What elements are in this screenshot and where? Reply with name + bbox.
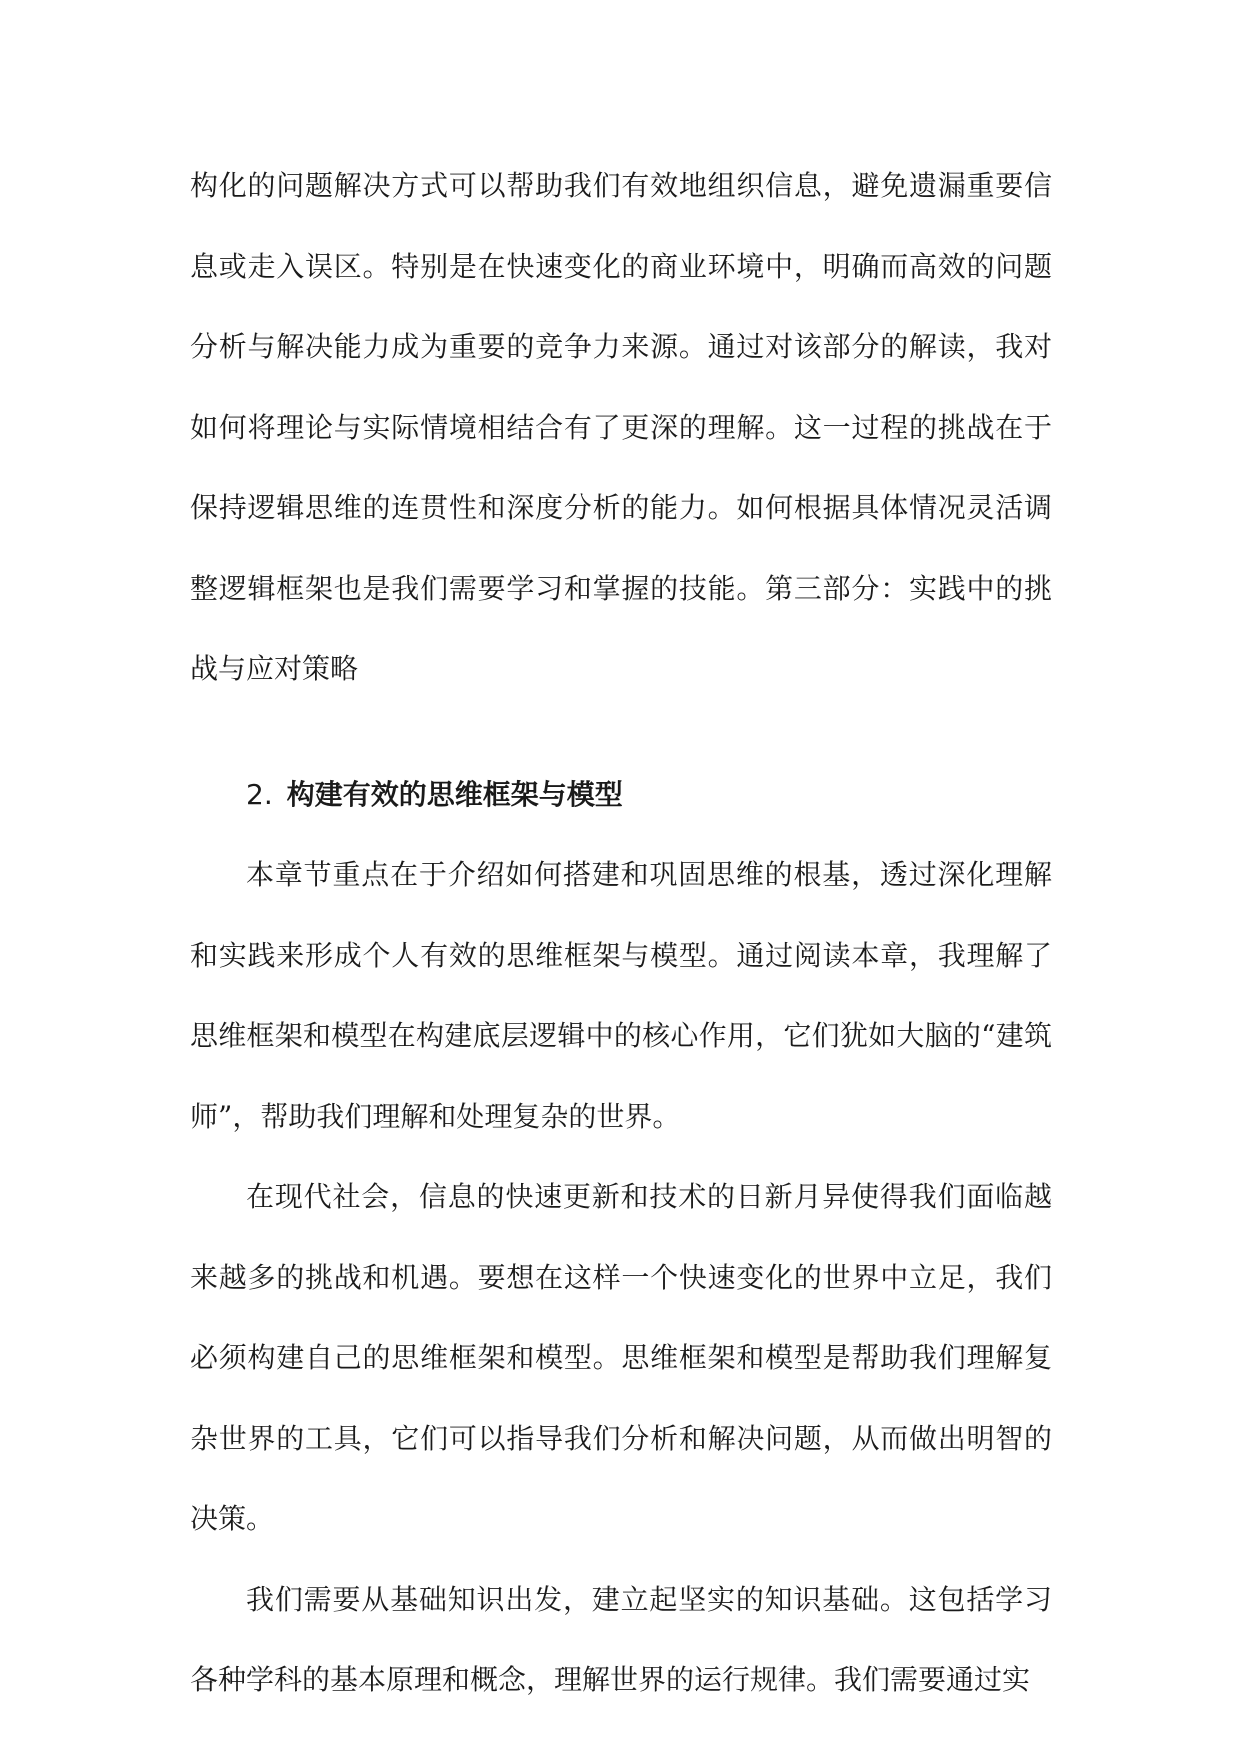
body-paragraph: 本章节重点在于介绍如何搭建和巩固思维的根基，透过深化理解和实践来形成个人有效的思维框架与模型。通过阅读本章，我理解了思维框架和模型在构建底层逻辑中的核心作用，它们犹如大脑的“建筑师”，帮助我们理解和处理复杂的世界。 xyxy=(190,858,1052,1133)
section-number: 2. xyxy=(246,777,273,811)
body-paragraph: 我们需要从基础知识出发，建立起坚实的知识基础。这包括学习各种学科的基本原理和概念，理解世界的运行规律。我们需要通过实 xyxy=(190,1582,1052,1696)
body-paragraph: 在现代社会，信息的快速更新和技术的日新月异使得我们面临越来越多的挑战和机遇。要想在这样一个快速变化的世界中立足，我们必须构建自己的思维框架和模型。思维框架和模型是帮助我们理解复杂世界的工具，它们可以指导我们分析和解决问题，从而做出明智的决策。 xyxy=(190,1180,1052,1535)
document-body xyxy=(190,146,1052,1721)
section-heading xyxy=(190,755,1052,836)
section-title: 构建有效的思维框架与模型 xyxy=(286,777,623,811)
continuation-paragraph: 构化的问题解决方式可以帮助我们有效地组织信息，避免遗漏重要信息或走入误区。特别是在快速变化的商业环境中，明确而高效的问题分析与解决能力成为重要的竞争力来源。通过对该部分的解读，我对如何将理论与实际情境相结合有了更深的理解。这一过程的挑战在于保持逻辑思维的连贯性和深度分析的能力。如何根据具体情况灵活调整逻辑框架也是我们需要学习和掌握的技能。第三部分：实践中的挑战与应对策略 xyxy=(190,169,1052,685)
